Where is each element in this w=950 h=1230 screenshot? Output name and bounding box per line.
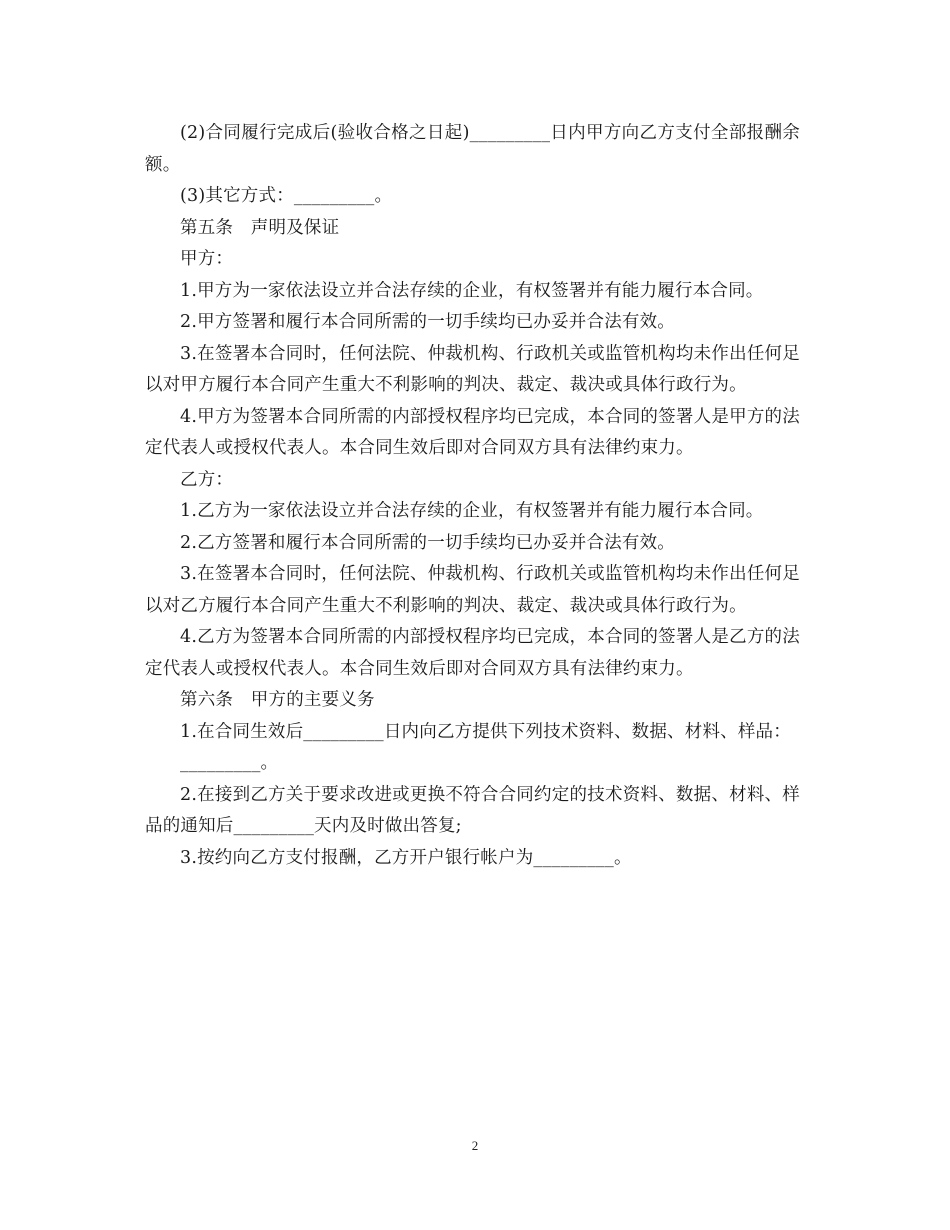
party-b-clause-2: 2.乙方签署和履行本合同所需的一切手续均已办妥并合法有效。 <box>180 532 675 553</box>
article-6-heading: 第六条 甲方的主要义务 <box>180 690 375 710</box>
obligation-blank-line: _________。 <box>180 753 279 773</box>
party-b-clause-1: 1.乙方为一家依法设立并合法存续的企业，有权签署并有能力履行本合同。 <box>180 501 764 521</box>
party-a-clause-4: 4.甲方为签署本合同所需的内部授权程序均已完成，本合同的签署人是甲方的法定代表人或授权代表人。本合同生效后即对合同双方具有法律约束力。 <box>145 406 800 458</box>
party-b-clause-4: 4.乙方为签署本合同所需的内部授权程序均已完成，本合同的签署人是乙方的法定代表人或授权代表人。本合同生效后即对合同双方具有法律约束力。 <box>145 627 800 679</box>
party-b-label: 乙方： <box>180 469 234 490</box>
obligation-clause-1: 1.在合同生效后_________日内向乙方提供下列技术资料、数据、材料、样品： <box>180 721 791 742</box>
party-a-clause-1: 1.甲方为一家依法设立并合法存续的企业，有权签署并有能力履行本合同。 <box>180 280 764 301</box>
party-a-clause-3: 3.在签署本合同时，任何法院、仲裁机构、行政机关或监管机构均未作出任何足以对甲方履行本合同产生重大不利影响的判决、裁定、裁决或具体行政行为。 <box>145 343 800 395</box>
party-a-clause-2: 2.甲方签署和履行本合同所需的一切手续均已办妥并合法有效。 <box>180 312 675 332</box>
party-a-label: 甲方： <box>180 249 234 269</box>
obligation-clause-3: 3.按约向乙方支付报酬，乙方开户银行帐户为_________。 <box>180 847 632 868</box>
party-b-clause-3: 3.在签署本合同时，任何法院、仲裁机构、行政机关或监管机构均未作出任何足以对乙方履行本合同产生重大不利影响的判决、裁定、裁决或具体行政行为。 <box>145 564 800 616</box>
paragraph-payment-3: (3)其它方式：_________。 <box>180 186 393 206</box>
page-number: 2 <box>471 1138 479 1153</box>
article-5-heading: 第五条 声明及保证 <box>180 217 340 238</box>
document-body <box>145 118 800 874</box>
paragraph-payment-2: (2)合同履行完成后(验收合格之日起)_________日内甲方向乙方支付全部报酬余额。 <box>145 123 800 175</box>
obligation-clause-2: 2.在接到乙方关于要求改进或更换不符合合同约定的技术资料、数据、材料、样品的通知后_________天内及时做出答复; <box>145 784 800 836</box>
